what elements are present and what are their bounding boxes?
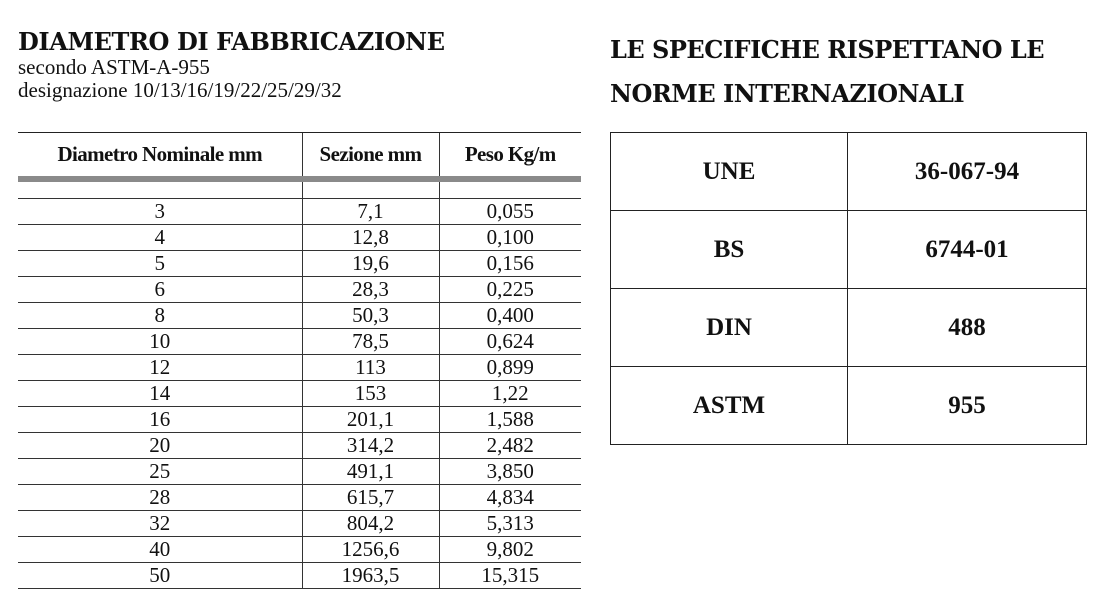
norms-title: LE SPECIFICHE RISPETTANO LE NORME INTERNAZIONALI (610, 35, 1045, 108)
norm-name-cell: DIN (611, 289, 848, 367)
table-row (18, 407, 581, 433)
norm-name-cell: BS (611, 211, 848, 289)
nominal-diameter-cell: 3 (18, 199, 302, 225)
norms-table-body (611, 133, 1087, 445)
nominal-diameter-cell: 50 (18, 563, 302, 589)
norm-row (611, 289, 1087, 367)
nominal-diameter-cell: 6 (18, 277, 302, 303)
header-section: Sezione mm (302, 133, 439, 180)
table-row (18, 303, 581, 329)
table-row (18, 329, 581, 355)
weight-cell: 3,850 (439, 459, 581, 485)
nominal-diameter-cell: 5 (18, 251, 302, 277)
table-row (18, 199, 581, 225)
table-row (18, 381, 581, 407)
table-row (18, 511, 581, 537)
section-cell: 804,2 (302, 511, 439, 537)
weight-cell: 0,899 (439, 355, 581, 381)
nominal-diameter-cell: 8 (18, 303, 302, 329)
norm-code-cell: 36-067-94 (848, 133, 1087, 211)
norms-table (610, 132, 1087, 445)
table-spacer (18, 179, 581, 199)
section-cell: 113 (302, 355, 439, 381)
norm-code-cell: 955 (848, 367, 1087, 445)
diameter-table (18, 132, 581, 589)
section-cell: 491,1 (302, 459, 439, 485)
weight-cell: 15,315 (439, 563, 581, 589)
weight-cell: 4,834 (439, 485, 581, 511)
section-cell: 19,6 (302, 251, 439, 277)
table-row (18, 433, 581, 459)
table-row (18, 563, 581, 589)
weight-cell: 2,482 (439, 433, 581, 459)
section-cell: 201,1 (302, 407, 439, 433)
section-cell: 153 (302, 381, 439, 407)
nominal-diameter-cell: 40 (18, 537, 302, 563)
weight-cell: 0,624 (439, 329, 581, 355)
section-cell: 50,3 (302, 303, 439, 329)
nominal-diameter-cell: 25 (18, 459, 302, 485)
norm-code-cell: 6744-01 (848, 211, 1087, 289)
header-nominal-diameter: Diametro Nominale mm (18, 133, 302, 180)
nominal-diameter-cell: 16 (18, 407, 302, 433)
norm-name-cell: UNE (611, 133, 848, 211)
section-cell: 1256,6 (302, 537, 439, 563)
nominal-diameter-cell: 12 (18, 355, 302, 381)
table-row (18, 355, 581, 381)
norm-row (611, 133, 1087, 211)
section-cell: 7,1 (302, 199, 439, 225)
weight-cell: 1,588 (439, 407, 581, 433)
section-cell: 28,3 (302, 277, 439, 303)
table-row (18, 485, 581, 511)
nominal-diameter-cell: 10 (18, 329, 302, 355)
table-row (18, 251, 581, 277)
norm-name-cell: ASTM (611, 367, 848, 445)
weight-cell: 0,055 (439, 199, 581, 225)
left-header (18, 28, 445, 102)
norm-code-cell: 488 (848, 289, 1087, 367)
norm-row (611, 211, 1087, 289)
weight-cell: 5,313 (439, 511, 581, 537)
diameter-table-header (18, 133, 581, 180)
table-row (18, 459, 581, 485)
norm-row (611, 367, 1087, 445)
nominal-diameter-cell: 20 (18, 433, 302, 459)
table-row (18, 537, 581, 563)
nominal-diameter-cell: 4 (18, 225, 302, 251)
nominal-diameter-cell: 32 (18, 511, 302, 537)
nominal-diameter-cell: 14 (18, 381, 302, 407)
designation-line: designazione 10/13/16/19/22/25/29/32 (18, 78, 342, 102)
nominal-diameter-cell: 28 (18, 485, 302, 511)
weight-cell: 0,225 (439, 277, 581, 303)
section-cell: 615,7 (302, 485, 439, 511)
manufacturing-diameter-title: DIAMETRO DI FABBRICAZIONE (18, 27, 445, 56)
diameter-table-body (18, 179, 581, 589)
header-weight: Peso Kg/m (439, 133, 581, 180)
section-cell: 314,2 (302, 433, 439, 459)
section-cell: 78,5 (302, 329, 439, 355)
table-row (18, 277, 581, 303)
weight-cell: 9,802 (439, 537, 581, 563)
standard-line: secondo ASTM-A-955 (18, 55, 210, 79)
weight-cell: 0,400 (439, 303, 581, 329)
weight-cell: 0,156 (439, 251, 581, 277)
weight-cell: 0,100 (439, 225, 581, 251)
section-cell: 12,8 (302, 225, 439, 251)
section-cell: 1963,5 (302, 563, 439, 589)
weight-cell: 1,22 (439, 381, 581, 407)
table-row (18, 225, 581, 251)
